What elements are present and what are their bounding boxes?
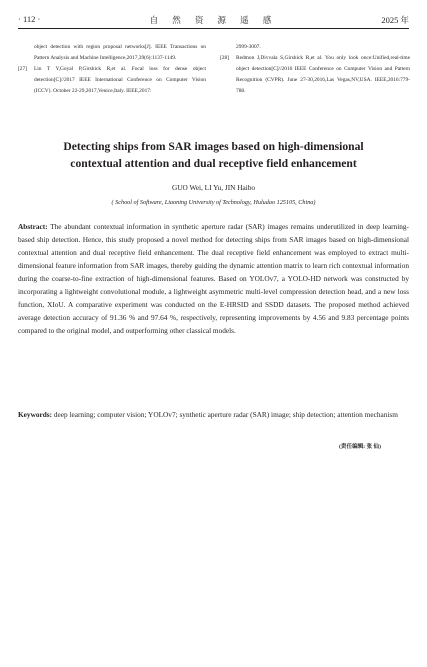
affiliation: ( School of Software, Liaoning University of Technology, Huludao 125105, China)	[111, 199, 316, 206]
reference-text: object detection with region proposal networks[J]. IEEE Transactions on Pattern Analysis and Machine Intelligence,2017,39(6):1137-1149.	[34, 44, 206, 61]
abstract-text: The abundant contextual information in synthetic aperture radar (SAR) images remains underutilized in deep learning-based ship detection. Hence, this study proposed a novel method for detecting ships from SAR images based on high-dimensional contextual attention and dual receptive field enhancement. The dual receptive field enhancement was employed to extract multi-dimensional feature information from SAR images, thereby guiding the dynamic attention matrix to learn rich contextual information during the coarse-to-fine extraction of high-dimensional features. Based on YOLOv7, a YOLO-HD network was constructed by incorporating a lightweight convolutional module, a lightweight asymmetric multi-level compression detection head, and a new loss function, XIoU. A comparative experiment was conducted on the E-HRSID and SSDD datasets. The proposed method achieved average detection accuracy of 91.36 % and 97.64 %, respectively, representing improvements by 4.56 and 9.83 percentage points compared to the original model, and outperforming other classical models.	[18, 222, 409, 335]
reference-number: [27]	[18, 66, 27, 72]
running-header	[18, 8, 409, 29]
abstract	[18, 220, 409, 337]
keywords-text: deep learning; computer vision; YOLOv7; synthetic aperture radar (SAR) image; ship detection; attention mechanism	[52, 410, 398, 419]
journal-year: 2025 年	[381, 15, 409, 25]
references-left-column	[18, 42, 206, 97]
reference-number: [28]	[220, 55, 229, 61]
keywords-label: Keywords:	[18, 410, 53, 419]
journal-title: 自 然 资 源 遥 感	[149, 15, 278, 25]
reference-entry	[18, 42, 206, 64]
reference-entry	[18, 64, 206, 97]
page-number: · 112 ·	[18, 14, 41, 24]
reference-text: 2999-3007.	[236, 44, 261, 50]
paper-title	[18, 138, 409, 172]
reference-entry	[220, 42, 410, 53]
editor-note: (责任编辑: 张 仙)	[339, 444, 381, 450]
abstract-label: Abstract:	[18, 222, 48, 231]
keywords	[18, 408, 409, 421]
reference-text: Redmon J,Divvala S,Girshick R,et al. You only look once:Unified,real-time object detection[C]//2016 IEEE Conference on Computer Vision and Pattern Recognition (CVPR). June 27-30,2016,Las Vegas,NV,USA. IEEE,2016:779-788.	[236, 55, 410, 94]
reference-entry	[220, 53, 410, 97]
paper-title-line: Detecting ships from SAR images based on high-dimensional	[63, 140, 364, 153]
references-right-column	[220, 42, 410, 97]
author-list: GUO Wei, LI Yu, JIN Haibo	[171, 183, 256, 192]
reference-text: Lin T Y,Goyal P,Girshick R,et al. Focal loss for dense object detection[C]//2017 IEEE International Conference on Computer Vision (ICCV). October 22-29,2017,Venice,Italy. IEEE,2017:	[34, 66, 206, 94]
paper-title-line: contextual attention and dual receptive field enhancement	[70, 157, 357, 170]
